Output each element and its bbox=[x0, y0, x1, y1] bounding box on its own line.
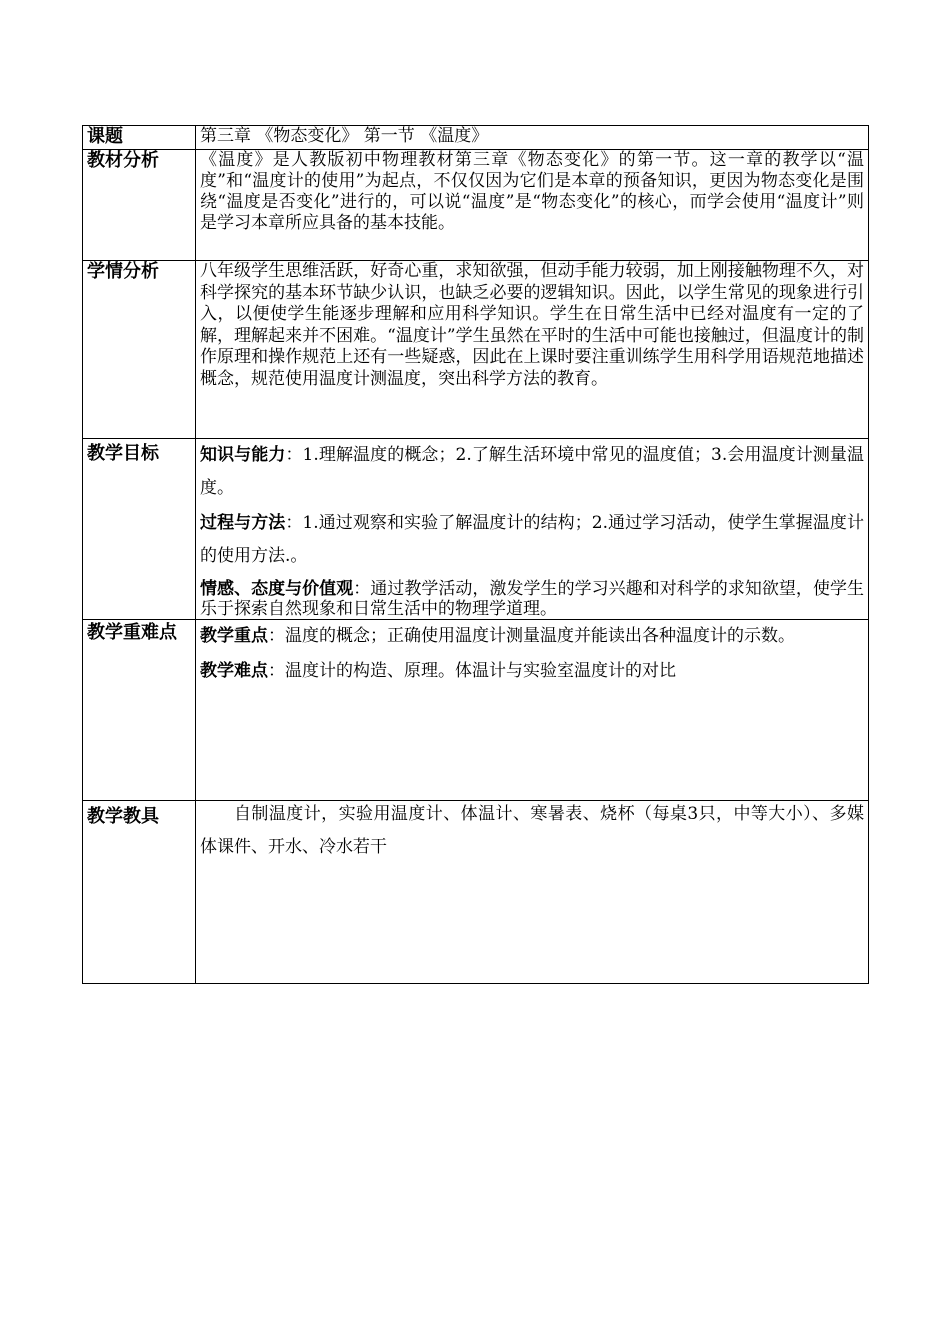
material-label: 教材分析 bbox=[83, 150, 196, 261]
difficulty-text: ：温度计的构造、原理。体温计与实验室温度计的对比 bbox=[268, 661, 676, 681]
knowledge-label: 知识与能力 bbox=[200, 445, 286, 465]
row-material bbox=[83, 150, 869, 261]
row-keypoints bbox=[83, 620, 869, 801]
row-title bbox=[83, 126, 869, 150]
tools-value: 自制温度计，实验用温度计、体温计、寒暑表、烧杯（每桌3只，中等大小）、多媒体课件、开水、冷水若干 bbox=[200, 804, 864, 857]
title-value: 第三章 《物态变化》 第一节 《温度》 bbox=[196, 126, 869, 150]
focus-text: ：温度的概念；正确使用温度计测量温度并能读出各种温度计的示数。 bbox=[268, 626, 795, 646]
process-label: 过程与方法 bbox=[200, 513, 286, 533]
tools-content bbox=[196, 801, 869, 984]
knowledge-text: ：1.理解温度的概念；2.了解生活环境中常见的温度值；3.会用温度计测量温度。 bbox=[200, 445, 864, 498]
row-goals bbox=[83, 439, 869, 620]
tools-label: 教学教具 bbox=[83, 801, 196, 984]
material-value: 《温度》是人教版初中物理教材第三章《物态变化》的第一节。这一章的教学以“温度”和“温度计的使用”为起点，不仅仅因为它们是本章的预备知识，更因为物态变化是围绕“温度是否变化”进行的，可以说“温度”是“物态变化”的核心，而学会使用“温度计”则是学习本章所应具备的基本技能。 bbox=[196, 150, 869, 261]
students-label: 学情分析 bbox=[83, 261, 196, 439]
row-tools bbox=[83, 801, 869, 984]
emotion-paragraph bbox=[200, 579, 864, 619]
emotion-text: ：通过教学活动，激发学生的学习兴趣和对科学的求知欲望，使学生乐于探索自然现象和日常生活中的物理学道理。 bbox=[200, 579, 865, 619]
process-paragraph bbox=[200, 507, 864, 573]
title-label: 课题 bbox=[83, 126, 196, 150]
focus-paragraph bbox=[200, 620, 864, 653]
row-students bbox=[83, 261, 869, 439]
emotion-label: 情感、态度与价值观 bbox=[200, 579, 354, 599]
keypoints-content bbox=[196, 620, 869, 801]
goals-label: 教学目标 bbox=[83, 439, 196, 620]
difficulty-label: 教学难点 bbox=[200, 661, 268, 681]
process-text: ：1.通过观察和实验了解温度计的结构；2.通过学习活动，使学生掌握温度计的使用方法.。 bbox=[200, 513, 865, 566]
focus-label: 教学重点 bbox=[200, 626, 268, 646]
knowledge-paragraph bbox=[200, 439, 864, 505]
lesson-plan-table bbox=[82, 125, 869, 984]
difficulty-paragraph bbox=[200, 655, 864, 688]
keypoints-label: 教学重难点 bbox=[83, 620, 196, 801]
goals-content bbox=[196, 439, 869, 620]
students-value: 八年级学生思维活跃，好奇心重，求知欲强，但动手能力较弱，加上刚接触物理不久，对科学探究的基本环节缺少认识，也缺乏必要的逻辑知识。因此，以学生常见的现象进行引入，以便使学生能逐步理解和应用科学知识。学生在日常生活中已经对温度有一定的了解，理解起来并不困难。“温度计”学生虽然在平时的生活中可能也接触过，但温度计的制作原理和操作规范上还有一些疑惑，因此在上课时要注重训练学生用科学用语规范地描述概念，规范使用温度计测温度，突出科学方法的教育。 bbox=[196, 261, 869, 439]
